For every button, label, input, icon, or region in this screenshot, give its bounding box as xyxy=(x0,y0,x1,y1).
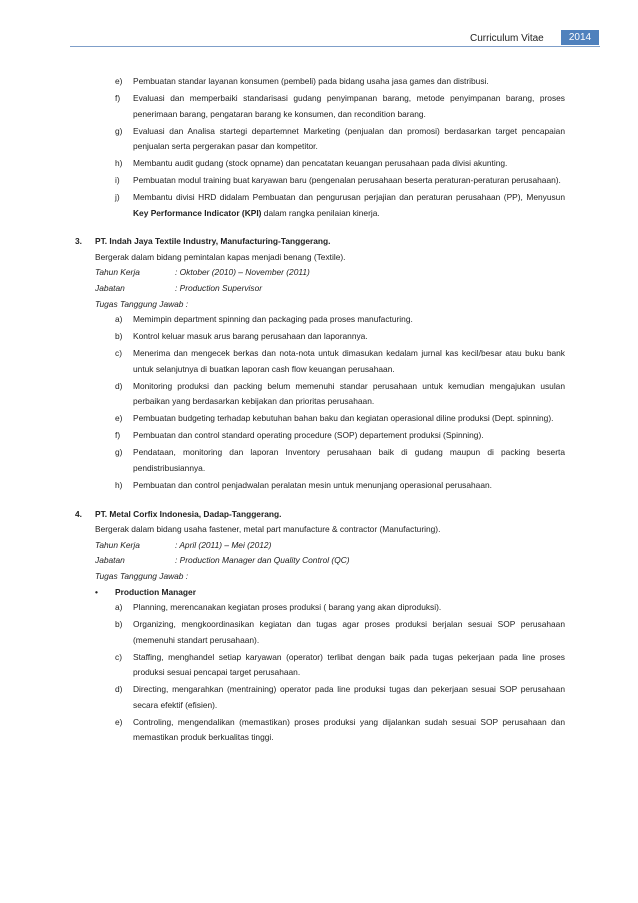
period-row: Tahun Kerja : April (2011) – Mei (2012) xyxy=(95,539,272,550)
list-item: h) Pembuatan dan control penjadwalan peralatan mesin untuk menunjang operasional perusahaan. xyxy=(115,479,492,490)
previous-job-duties xyxy=(75,74,565,221)
list-item: e) Pembuatan budgeting terhadap kebutuhan bahan baku dan kegiatan operasional diline produksi (Dept. spinning). xyxy=(115,413,554,424)
bullet-icon: • xyxy=(95,586,98,597)
duties-label: Tugas Tanggung Jawab : xyxy=(95,570,189,581)
list-item: f) Pembuatan dan control standard operating procedure (SOP) departement produksi (Spinning). xyxy=(115,430,484,441)
period-row: Tahun Kerja : Oktober (2010) – November (2011) xyxy=(95,267,310,278)
list-item: d) Monitoring produksi dan packing belum memenuhi standar perusahaan untuk kemudian mengajukan usulan perbaikan yang berdasarkan kebijakan dan prioritas perusahaan. xyxy=(115,380,565,407)
list-item: f) Evaluasi dan memperbaiki standarisasi gudang penyimpanan barang, metode penyimpanan barang, proses penerimaan barang, pengataran barang ke konsumen, dan recondition barang. xyxy=(115,92,565,119)
header-divider xyxy=(70,46,600,47)
document-body xyxy=(75,74,565,747)
list-item: h) Membantu audit gudang (stock opname) dan pencatatan keuangan perusahaan pada divisi akunting. xyxy=(115,158,508,169)
list-item: g) Evaluasi dan Analisa startegi departemnet Marketing (penjualan dan promosi) berdasarkan target pencapaian penjualan serta pergerakan pasar dan kompetitor. xyxy=(115,125,565,152)
list-item: b) Organizing, mengkoordinasikan kegiatan dan tugas agar proses produksi berjalan sesuai SOP perusahaan (memenuhi standart perusahaan). xyxy=(115,619,565,645)
position-row: Jabatan : Production Manager dan Quality Control (QC) xyxy=(95,555,350,566)
list-item: a) Planning, merencanakan kegiatan proses produksi ( barang yang akan diproduksi). xyxy=(115,602,442,613)
list-item: d) Directing, mengarahkan (mentraining) operator pada line produksi tugas dan pekerjaan sesuai SOP perusahaan secara efektif (efisien). xyxy=(115,684,565,710)
list-item: e) Pembuatan standar layanan konsumen (pembeli) pada bidang usaha jasa games dan distribusi. xyxy=(115,76,489,86)
position-row: Jabatan : Production Supervisor xyxy=(95,283,263,294)
company-heading: 4. PT. Metal Corfix Indonesia, Dadap-Tanggerang. xyxy=(75,508,282,519)
header-year-badge: 2014 xyxy=(561,30,599,45)
list-item: e) Controling, mengendalikan (memastikan) proses produksi yang dijalankan sudah sesuai SOP perusahaan dan memastikan produk berkualitas tinggi. xyxy=(115,716,565,743)
list-item: c) Menerima dan mengecek berkas dan nota-nota untuk dimasukan kedalam jurnal kas kecil/besar atau buku bank untuk selanjutnya di buatkan laporan cash flow keuangan perusahaan. xyxy=(115,348,565,374)
list-item: a) Memimpin department spinning dan packaging pada proses manufacturing. xyxy=(115,314,413,325)
kpi-bold-text: Key Performance Indicator (KPI) xyxy=(133,207,262,218)
list-item: c) Staffing, menghandel setiap karyawan (operator) terlibat dengan baik pada tugas pekerjaan pada line proses produksi sesuai pencapai target perusahaan. xyxy=(115,651,565,678)
company-description: Bergerak dalam bidang usaha fastener, metal part manufacture & contractor (Manufacturing). xyxy=(95,524,441,535)
list-item: g) Pendataan, monitoring dan laporan Inventory perusahaan baik di gudang maupun di packing beserta pendistribusiannya. xyxy=(115,447,565,473)
company-description: Bergerak dalam bidang pemintalan kapas menjadi benang (Textile). xyxy=(95,251,346,262)
job4-duties xyxy=(75,600,565,746)
list-item: i) Pembuatan modul training buat karyawan baru (pengenalan perusahaan beserta peraturan-peraturan perusahaan). xyxy=(115,175,561,186)
list-item: b) Kontrol keluar masuk arus barang perusahaan dan laporannya. xyxy=(115,331,368,342)
job3-duties xyxy=(75,312,565,493)
duties-label: Tugas Tanggung Jawab : xyxy=(95,298,189,309)
header-title: Curriculum Vitae xyxy=(470,33,544,44)
list-item: j) Membantu divisi HRD didalam Pembuatan dan pengurusan perjajian dan peraturan perusahaan (PP), Menyusun Key Performance Indicator (KPI) dalam rangka penilaian kinerja. xyxy=(115,192,565,218)
company-heading: 3. PT. Indah Jaya Textile Industry, Manufacturing-Tanggerang. xyxy=(75,236,331,247)
role-bullet: • Production Manager xyxy=(75,585,565,601)
